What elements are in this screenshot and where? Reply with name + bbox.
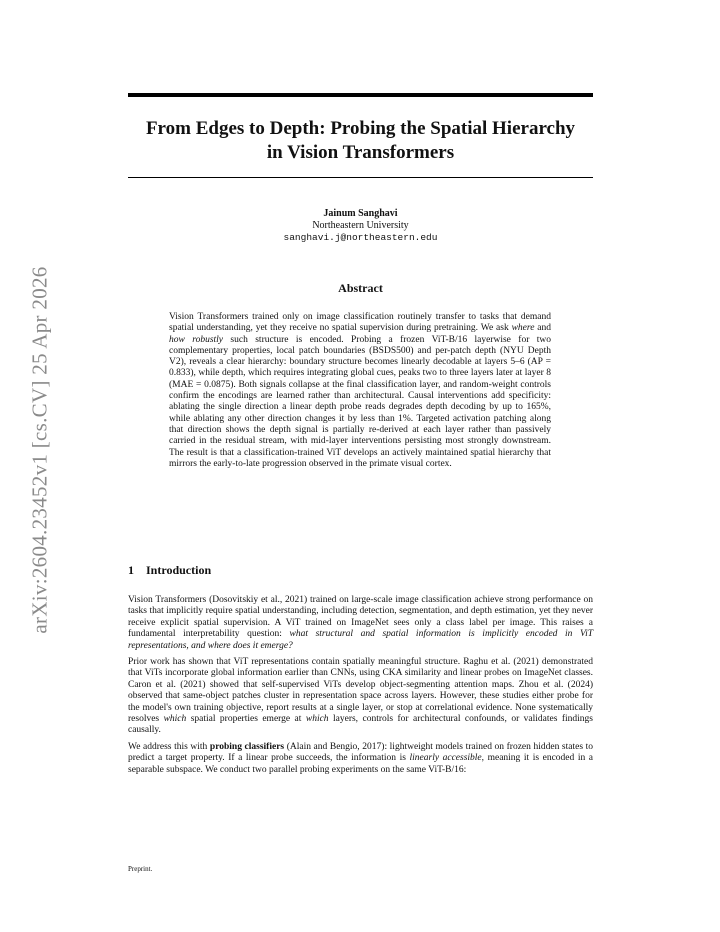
intro-emphasis: what structural and spatial information is implicitly encoded in ViT representations, and where does it emerge?	[128, 629, 593, 651]
introduction-body	[128, 595, 593, 781]
intro-text: , meaning it is encoded in a separable subspace. We conduct two parallel probing experiments on the same ViT-B/16:	[128, 753, 593, 775]
section-number: 1	[128, 563, 134, 577]
intro-text: layers, controls for architectural confounds, or validates findings causally.	[128, 714, 593, 736]
arxiv-identifier-stamp: arXiv:2604.23452v1 [cs.CV] 25 Apr 2026	[27, 266, 52, 634]
intro-bold-term: probing classifiers	[209, 741, 285, 752]
title-bottom-rule	[128, 177, 593, 178]
abstract-text: such structure is encoded. Probing a frozen ViT-B/16 layerwise for two complementary properties, local patch boundaries (BSDS500) and per-patch depth (NYU Depth V2), reveals a clear hierarchy: boundary structure becomes linearly decodable at layers 5–6 (AP = 0.833), while depth, which requires integrating global cues, peaks two to three layers later at layer 8 (MAE = 0.0875). Both signals collapse at the final classification layer, and random-weight controls confirm the encodings are learned rather than architectural. Causal interventions add specificity: ablating the single direction a linear depth probe reads degrades depth decoding by up to 165%, while ablating any other direction changes it by less than 1%. Targeted activation patching along that direction shows the depth signal is partially re-derived at each layer rather than passively carried in the residual stream, with mid-layer interventions persisting most strongly downstream. The result is that a classification-trained ViT develops an actively maintained spatial hierarchy that mirrors the early-to-late progression observed in the primate visual cortex.	[169, 334, 551, 469]
intro-text: spatial properties emerge at	[186, 714, 306, 725]
intro-emphasis: which	[305, 714, 329, 725]
intro-paragraph-1	[128, 595, 593, 652]
paper-title	[128, 117, 593, 165]
author-email[interactable]: sanghavi.j@northeastern.edu	[283, 232, 438, 243]
intro-paragraph-3	[128, 742, 593, 776]
title-top-rule	[128, 93, 593, 97]
author-block	[128, 208, 593, 244]
abstract-emphasis: where	[511, 323, 535, 334]
abstract-text: and	[534, 323, 552, 334]
intro-text: (Alain and Bengio, 2017): lightweight models trained on frozen hidden states to predict a target property. If a linear probe succeeds, the information is	[128, 741, 594, 764]
title-line-1: From Edges to Depth: Probing the Spatial Hierarchy	[145, 118, 576, 139]
intro-paragraph-2	[128, 657, 593, 737]
title-line-2: in Vision Transformers	[266, 142, 455, 163]
intro-text: We address this with	[128, 741, 210, 752]
intro-emphasis: linearly accessible	[409, 753, 482, 764]
abstract-heading: Abstract	[338, 281, 383, 295]
abstract-emphasis: how robustly	[169, 334, 224, 345]
author-name: Jainum Sanghavi	[323, 208, 398, 219]
section-title: Introduction	[146, 563, 212, 577]
intro-text: Prior work has shown that ViT representations contain spatially meaningful structure. Raghu et al. (2021) demonstrated that ViTs incorporate global information earlier than CNNs, using CKA similarity and linear probes on ImageNet classes. Caron et al. (2021) showed that self-supervised ViTs develop object-segmenting attention maps. Zhou et al. (2024) observed that same-object patches cluster in representation space across layers. However, these studies either probe for the model's own training objective, report results at a single layer, or stop at correlational evidence. None systematically resolves	[128, 657, 593, 725]
author-affiliation: Northeastern University	[312, 220, 409, 231]
abstract-text: Vision Transformers trained only on image classification routinely transfer to tasks that demand spatial understanding, yet they receive no spatial supervision during pretraining. We ask	[169, 312, 551, 334]
intro-emphasis: which	[163, 714, 187, 725]
preprint-footer: Preprint.	[128, 865, 153, 873]
section-heading-introduction	[128, 563, 211, 578]
intro-text: Vision Transformers (Dosovitskiy et al., 2021) trained on large-scale image classification achieve strong performance on tasks that implicitly require spatial understanding, including detection, segmentation, and depth estimation, yet they never receive explicit spatial supervision. A ViT trained on ImageNet sees only a class label per image. This raises a fundamental interpretability question:	[128, 595, 593, 640]
abstract-body	[169, 312, 551, 470]
